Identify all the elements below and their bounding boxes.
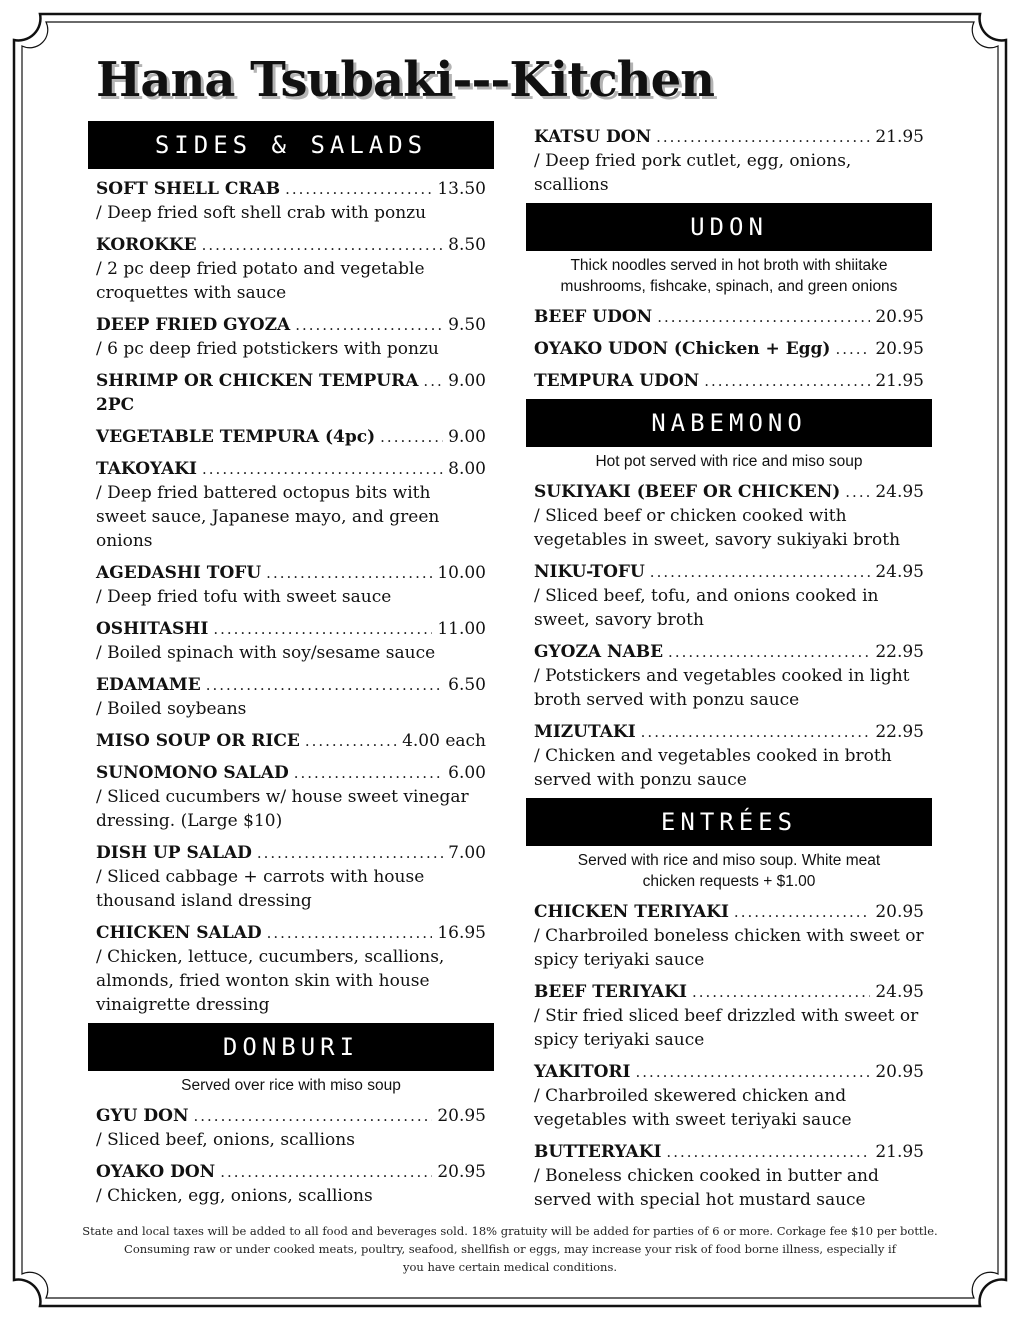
menu-item-price: 8.00 bbox=[448, 459, 486, 479]
dot-leader bbox=[267, 921, 433, 945]
menu-item-line bbox=[96, 673, 486, 697]
dot-leader bbox=[641, 720, 871, 744]
menu-item-price: 20.95 bbox=[875, 1062, 924, 1082]
menu-item bbox=[526, 337, 932, 361]
menu-item-description: / Sliced beef, tofu, and onions cooked in sweet, savory broth bbox=[534, 586, 879, 630]
menu-item-price: 13.50 bbox=[437, 179, 486, 199]
menu-item-price: 20.95 bbox=[437, 1162, 486, 1182]
menu-item-description: / Chicken, egg, onions, scallions bbox=[96, 1186, 373, 1206]
menu-item-description: / Chicken, lettuce, cucumbers, scallions, almonds, fried wonton skin with house vinaigrette dressing bbox=[96, 947, 445, 1015]
menu-item-description: / Sliced beef, onions, scallions bbox=[96, 1130, 355, 1150]
dot-leader bbox=[845, 480, 870, 504]
dot-leader bbox=[380, 425, 443, 449]
dot-leader bbox=[220, 1160, 432, 1184]
restaurant-title: Hana Tsubaki---Kitchen bbox=[96, 52, 715, 108]
menu-item-line bbox=[534, 560, 924, 584]
menu-item bbox=[88, 729, 494, 753]
menu-item-price: 7.00 bbox=[448, 843, 486, 863]
nabemono-list bbox=[526, 480, 932, 792]
menu-item-line bbox=[96, 425, 486, 449]
menu-item-price: 20.95 bbox=[875, 307, 924, 327]
menu-item bbox=[88, 1104, 494, 1152]
section-header-donburi: DONBURI bbox=[88, 1023, 494, 1071]
menu-item bbox=[526, 305, 932, 329]
menu-item-price: 20.95 bbox=[875, 339, 924, 359]
menu-item-price: 24.95 bbox=[875, 482, 924, 502]
menu-item-line bbox=[534, 125, 924, 149]
menu-item-line bbox=[96, 561, 486, 585]
menu-item-line bbox=[534, 305, 924, 329]
menu-item bbox=[526, 125, 932, 197]
menu-item bbox=[88, 177, 494, 225]
menu-item bbox=[526, 900, 932, 972]
menu-item-name: EDAMAME bbox=[96, 675, 201, 695]
menu-item-name: MIZUTAKI bbox=[534, 722, 636, 742]
menu-item-line bbox=[96, 457, 486, 481]
menu-item-name: BEEF UDON bbox=[534, 307, 653, 327]
menu-item-description: / Stir fried sliced beef drizzled with sweet or spicy teriyaki sauce bbox=[534, 1006, 919, 1050]
menu-item bbox=[88, 425, 494, 449]
menu-item-description: / Deep fried tofu with sweet sauce bbox=[96, 587, 392, 607]
dot-leader bbox=[666, 1140, 870, 1164]
dot-leader bbox=[285, 177, 432, 201]
menu-item-name: SUKIYAKI (BEEF OR CHICKEN) bbox=[534, 482, 841, 502]
menu-item bbox=[88, 313, 494, 361]
menu-item-price: 20.95 bbox=[437, 1106, 486, 1126]
menu-item bbox=[88, 1160, 494, 1208]
menu-item-subtitle: 2PC bbox=[96, 395, 135, 415]
menu-item bbox=[88, 457, 494, 553]
menu-item-name: SOFT SHELL CRAB bbox=[96, 179, 281, 199]
footer-line: State and local taxes will be added to all food and beverages sold. 18% gratuity will be added for parties of 6 or more. Corkage fee $10 per bottle. bbox=[82, 1224, 938, 1238]
right-column bbox=[526, 125, 932, 1212]
menu-item-name: SUNOMONO SALAD bbox=[96, 763, 289, 783]
dot-leader bbox=[423, 369, 443, 393]
menu-item-price: 20.95 bbox=[875, 902, 924, 922]
menu-item-line bbox=[96, 729, 486, 753]
menu-item-price: 6.00 bbox=[448, 763, 486, 783]
sides-list bbox=[88, 177, 494, 1017]
menu-item-price: 21.95 bbox=[875, 1142, 924, 1162]
footer-line: you have certain medical conditions. bbox=[402, 1260, 618, 1274]
menu-item-line bbox=[96, 921, 486, 945]
section-header-nabemono: NABEMONO bbox=[526, 399, 932, 447]
udon-note: Thick noodles served in hot broth with shiitake mushrooms, fishcake, spinach, and green onions bbox=[560, 257, 898, 295]
dot-leader bbox=[734, 900, 870, 924]
menu-item-name: BUTTERYAKI bbox=[534, 1142, 662, 1162]
menu-item-price: 22.95 bbox=[875, 642, 924, 662]
menu-item-name: VEGETABLE TEMPURA (4pc) bbox=[96, 427, 376, 447]
menu-item bbox=[88, 369, 494, 417]
menu-item-description: / Boneless chicken cooked in butter and served with special hot mustard sauce bbox=[534, 1166, 879, 1210]
nabemono-note: Hot pot served with rice and miso soup bbox=[595, 453, 863, 470]
menu-item-line bbox=[96, 617, 486, 641]
menu-item-name: DISH UP SALAD bbox=[96, 843, 252, 863]
menu-item-name: TEMPURA UDON bbox=[534, 371, 700, 391]
section-header-entrees: ENTRÉES bbox=[526, 798, 932, 846]
menu-item-description: / 2 pc deep fried potato and vegetable croquettes with sauce bbox=[96, 259, 425, 303]
menu-item-line bbox=[534, 980, 924, 1004]
menu-item-price: 9.00 bbox=[448, 427, 486, 447]
menu-item-description: / Sliced cucumbers w/ house sweet vinegar dressing. (Large $10) bbox=[96, 787, 469, 831]
dot-leader bbox=[835, 337, 870, 361]
menu-item-line bbox=[534, 1060, 924, 1084]
footer-line: Consuming raw or under cooked meats, poultry, seafood, shellfish or eggs, may increase your risk of food borne illness, especially if bbox=[124, 1242, 896, 1256]
menu-item-description: / Deep fried soft shell crab with ponzu bbox=[96, 203, 427, 223]
menu-item bbox=[526, 560, 932, 632]
dot-leader bbox=[657, 305, 870, 329]
menu-item bbox=[526, 720, 932, 792]
menu-item-line bbox=[96, 1104, 486, 1128]
menu-item-description: / Boiled spinach with soy/sesame sauce bbox=[96, 643, 436, 663]
menu-item bbox=[88, 761, 494, 833]
dot-leader bbox=[202, 233, 444, 257]
dot-leader bbox=[266, 561, 432, 585]
menu-item-line bbox=[96, 369, 486, 393]
dot-leader bbox=[295, 313, 443, 337]
left-column bbox=[88, 121, 494, 1208]
menu-item-description: / Deep fried pork cutlet, egg, onions, scallions bbox=[534, 151, 852, 195]
menu-item-name: AGEDASHI TOFU bbox=[96, 563, 262, 583]
menu-item-price: 21.95 bbox=[875, 127, 924, 147]
menu-item-name: GYU DON bbox=[96, 1106, 189, 1126]
menu-item-name: MISO SOUP OR RICE bbox=[96, 731, 300, 751]
menu-item-name: KOROKKE bbox=[96, 235, 197, 255]
menu-item-description: / Charbroiled skewered chicken and vegetables with sweet teriyaki sauce bbox=[534, 1086, 852, 1130]
menu-item-line bbox=[534, 369, 924, 393]
donburi-continued-list bbox=[526, 125, 932, 197]
dot-leader bbox=[202, 457, 443, 481]
menu-item bbox=[526, 369, 932, 393]
dot-leader bbox=[213, 617, 432, 641]
donburi-list bbox=[88, 1104, 494, 1208]
menu-item bbox=[88, 841, 494, 913]
menu-item-description: / Sliced beef or chicken cooked with vegetables in sweet, savory sukiyaki broth bbox=[534, 506, 901, 550]
menu-item bbox=[526, 980, 932, 1052]
dot-leader bbox=[656, 125, 870, 149]
menu-item-line bbox=[96, 841, 486, 865]
section-header-udon: UDON bbox=[526, 203, 932, 251]
udon-list bbox=[526, 305, 932, 393]
menu-item-line bbox=[534, 1140, 924, 1164]
menu-item bbox=[526, 640, 932, 712]
footer-disclaimer bbox=[60, 1222, 960, 1276]
menu-item bbox=[88, 561, 494, 609]
section-header-sides: SIDES & SALADS bbox=[88, 121, 494, 169]
dot-leader bbox=[194, 1104, 433, 1128]
dot-leader bbox=[692, 980, 870, 1004]
menu-item-name: OYAKO DON bbox=[96, 1162, 216, 1182]
menu-item-price: 24.95 bbox=[875, 982, 924, 1002]
dot-leader bbox=[305, 729, 397, 753]
dot-leader bbox=[668, 640, 870, 664]
dot-leader bbox=[650, 560, 871, 584]
menu-item-line bbox=[96, 313, 486, 337]
menu-item-description: / Deep fried battered octopus bits with sweet sauce, Japanese mayo, and green onions bbox=[96, 483, 440, 551]
menu-item-description: / Sliced cabbage + carrots with house thousand island dressing bbox=[96, 867, 425, 911]
menu-item-price: 24.95 bbox=[875, 562, 924, 582]
dot-leader bbox=[294, 761, 443, 785]
menu-item-price: 9.50 bbox=[448, 315, 486, 335]
menu-item-line bbox=[534, 720, 924, 744]
menu-item-price: 8.50 bbox=[448, 235, 486, 255]
menu-item-price: 9.00 bbox=[448, 371, 486, 391]
menu-item-description: / Potstickers and vegetables cooked in light broth served with ponzu sauce bbox=[534, 666, 910, 710]
menu-item-price: 16.95 bbox=[437, 923, 486, 943]
menu-item-price: 6.50 bbox=[448, 675, 486, 695]
menu-item-price: 22.95 bbox=[875, 722, 924, 742]
dot-leader bbox=[704, 369, 870, 393]
menu-item-name: SHRIMP OR CHICKEN TEMPURA bbox=[96, 371, 419, 391]
menu-item-name: CHICKEN SALAD bbox=[96, 923, 262, 943]
menu-item bbox=[88, 673, 494, 721]
menu-item-name: KATSU DON bbox=[534, 127, 652, 147]
menu-item bbox=[526, 1140, 932, 1212]
menu-item-name: OSHITASHI bbox=[96, 619, 209, 639]
menu-item-line bbox=[534, 480, 924, 504]
menu-item-description: / 6 pc deep fried potstickers with ponzu bbox=[96, 339, 439, 359]
menu-item bbox=[526, 1060, 932, 1132]
menu-item-price: 10.00 bbox=[437, 563, 486, 583]
menu-item-price: 4.00 each bbox=[402, 731, 486, 751]
dot-leader bbox=[257, 841, 443, 865]
menu-item-name: GYOZA NABE bbox=[534, 642, 664, 662]
menu-item-line bbox=[96, 761, 486, 785]
dot-leader bbox=[206, 673, 443, 697]
menu-item-description: / Chicken and vegetables cooked in broth served with ponzu sauce bbox=[534, 746, 892, 790]
menu-item-name: CHICKEN TERIYAKI bbox=[534, 902, 729, 922]
menu-item-price: 21.95 bbox=[875, 371, 924, 391]
menu-item-price: 11.00 bbox=[437, 619, 486, 639]
menu-item bbox=[88, 233, 494, 305]
menu-item-line bbox=[534, 640, 924, 664]
menu-item bbox=[526, 480, 932, 552]
menu-item-line bbox=[534, 337, 924, 361]
menu-item-description: / Boiled soybeans bbox=[96, 699, 247, 719]
menu-item-line bbox=[96, 1160, 486, 1184]
entrees-note: Served with rice and miso soup. White meat chicken requests + $1.00 bbox=[577, 852, 881, 890]
menu-item bbox=[88, 617, 494, 665]
menu-item-name: DEEP FRIED GYOZA bbox=[96, 315, 291, 335]
donburi-note: Served over rice with miso soup bbox=[181, 1077, 401, 1094]
menu-item-name: TAKOYAKI bbox=[96, 459, 198, 479]
menu-item bbox=[88, 921, 494, 1017]
menu-item-line bbox=[534, 900, 924, 924]
menu-item-name: OYAKO UDON (Chicken + Egg) bbox=[534, 339, 831, 359]
entrees-list bbox=[526, 900, 932, 1212]
menu-item-name: NIKU-TOFU bbox=[534, 562, 645, 582]
menu-item-line bbox=[96, 177, 486, 201]
dot-leader bbox=[636, 1060, 871, 1084]
menu-item-name: BEEF TERIYAKI bbox=[534, 982, 687, 1002]
menu-item-line bbox=[96, 233, 486, 257]
menu-item-description: / Charbroiled boneless chicken with sweet or spicy teriyaki sauce bbox=[534, 926, 924, 970]
menu-item-name: YAKITORI bbox=[534, 1062, 631, 1082]
